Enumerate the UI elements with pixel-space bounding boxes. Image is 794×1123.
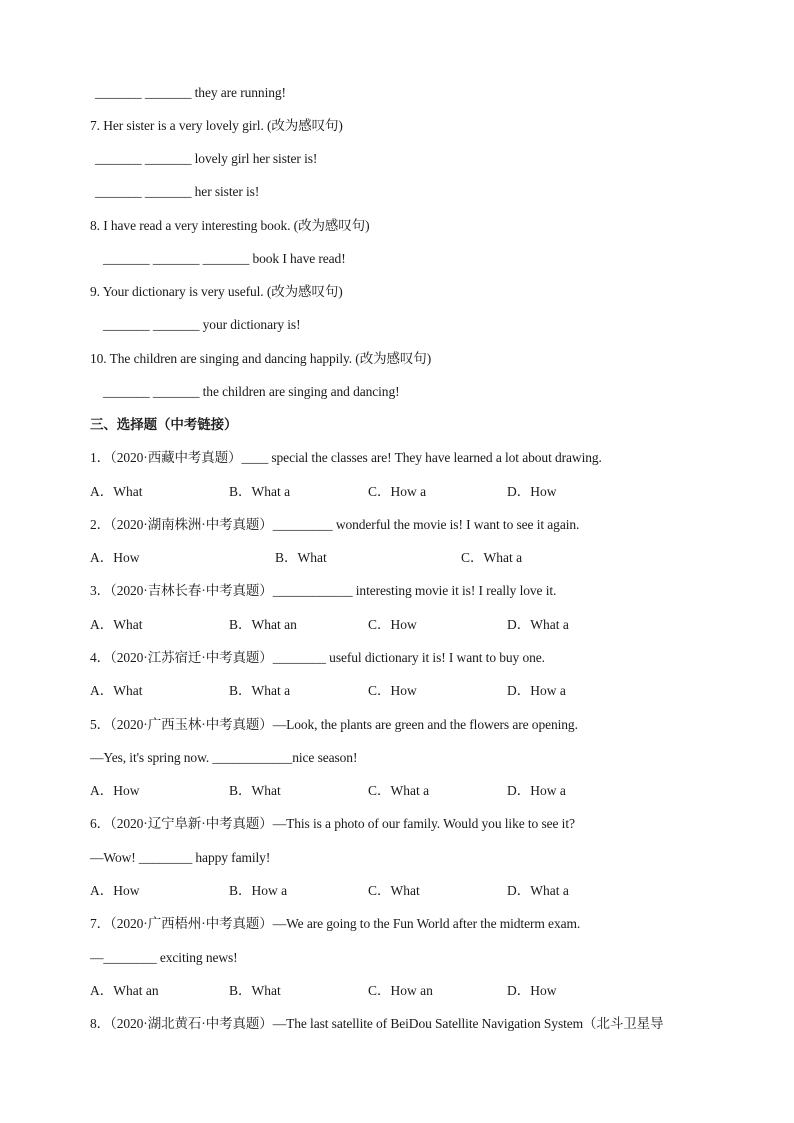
- option-c: C．How: [368, 683, 417, 698]
- question-stem: 2．（2020·湖南株洲·中考真题）_________ wonderful the movie is! I want to see it again.: [90, 517, 580, 532]
- answer-line: _______ _______ her sister is!: [95, 184, 260, 199]
- answer-line: _______ _______ _______ book I have read!: [103, 251, 346, 266]
- section-title: 三、选择题（中考链接）: [90, 417, 238, 433]
- question-stem: 4．（2020·江苏宿迁·中考真题）________ useful dictionary it is! I want to buy one.: [90, 650, 545, 665]
- option-a: A．What: [90, 683, 143, 698]
- question-stem-reply: —Wow! ________ happy family!: [90, 850, 271, 865]
- option-c: C．How: [368, 617, 417, 632]
- question-9: 9. Your dictionary is very useful. (改为感叹句): [90, 284, 343, 299]
- question-7: 7. Her sister is a very lovely girl. (改为感叹句): [90, 118, 343, 133]
- option-d: D．What a: [507, 883, 569, 898]
- option-d: D．How: [507, 484, 557, 499]
- option-b: B．What: [229, 983, 281, 998]
- answer-line: _______ _______ your dictionary is!: [103, 317, 301, 332]
- question-stem: 6．（2020·辽宁阜新·中考真题）—This is a photo of our family. Would you like to see it?: [90, 816, 575, 831]
- option-d: D．What a: [507, 617, 569, 632]
- option-b: B．What an: [229, 617, 297, 632]
- question-stem: 5．（2020·广西玉林·中考真题）—Look, the plants are green and the flowers are opening.: [90, 717, 578, 732]
- option-b: B．What: [275, 550, 327, 565]
- option-c: C．How an: [368, 983, 433, 998]
- option-a: A．What: [90, 617, 143, 632]
- option-d: D．How a: [507, 683, 566, 698]
- option-c: C．What a: [368, 783, 430, 798]
- question-8: 8. I have read a very interesting book. (改为感叹句): [90, 218, 370, 233]
- option-d: D．How a: [507, 783, 566, 798]
- option-a: A．How: [90, 783, 140, 798]
- question-stem: 7．（2020·广西梧州·中考真题）—We are going to the Fun World after the midterm exam.: [90, 916, 581, 931]
- option-a: A．How: [90, 883, 140, 898]
- question-stem-reply: —Yes, it's spring now. ____________nice season!: [90, 750, 358, 765]
- answer-line: _______ _______ they are running!: [95, 85, 286, 100]
- question-stem-reply: —________ exciting news!: [90, 950, 238, 965]
- question-stem: 3．（2020·吉林长春·中考真题）____________ interesting movie it is! I really love it.: [90, 583, 557, 598]
- question-10: 10. The children are singing and dancing happily. (改为感叹句): [90, 351, 432, 366]
- option-b: B．What a: [229, 683, 291, 698]
- question-stem: 8．（2020·湖北黄石·中考真题）—The last satellite of BeiDou Satellite Navigation System（北斗卫星导: [90, 1016, 664, 1031]
- question-stem: 1．（2020·西藏中考真题）____ special the classes are! They have learned a lot about drawing.: [90, 450, 602, 465]
- option-c: C．What a: [461, 550, 523, 565]
- option-d: D．How: [507, 983, 557, 998]
- option-b: B．How a: [229, 883, 288, 898]
- option-a: A．What: [90, 484, 143, 499]
- option-c: C．How a: [368, 484, 427, 499]
- option-b: B．What a: [229, 484, 291, 499]
- answer-line: _______ _______ the children are singing and dancing!: [103, 384, 400, 399]
- option-c: C．What: [368, 883, 420, 898]
- option-b: B．What: [229, 783, 281, 798]
- option-a: A．What an: [90, 983, 159, 998]
- answer-line: _______ _______ lovely girl her sister is!: [95, 151, 318, 166]
- option-a: A．How: [90, 550, 140, 565]
